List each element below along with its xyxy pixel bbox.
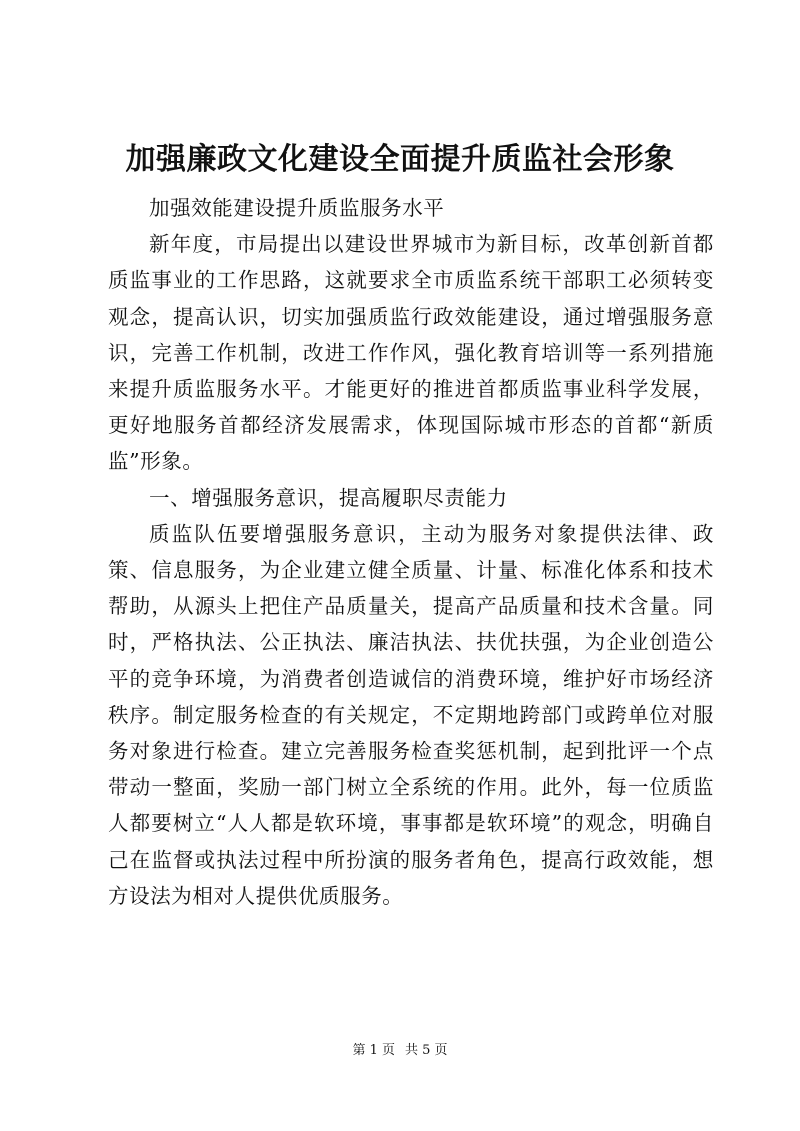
document-title: 加强廉政文化建设全面提升质监社会形象	[125, 142, 675, 177]
page-footer	[0, 1042, 800, 1060]
intro-paragraph: 新年度，市局提出以建设世界城市为新目标，改革创新首都质监事业的工作思路，这就要求全市质监系统干部职工必须转变观念，提高认识，切实加强质监行政效能建设，通过增强服务意识，完善工作机制，改进工作作风，强化教育培训等一系列措施来提升质监服务水平。才能更好的推进首都质监事业科学发展，更好地服务首都经济发展需求，体现国际城市形态的首都“新质监”形象。	[108, 232, 714, 474]
section-heading: 一、增强服务意识，提高履职尽责能力	[149, 485, 508, 510]
subtitle-paragraph: 加强效能建设提升质监服务水平	[149, 196, 445, 220]
page-total: 共 5 页	[405, 1043, 448, 1058]
page-number: 第 1 页	[352, 1043, 395, 1058]
document-body	[108, 190, 714, 914]
section-paragraph: 质监队伍要增强服务意识，主动为服务对象提供法律、政策、信息服务，为企业建立健全质量、计量、标准化体系和技术帮助，从源头上把住产品质量关，提高产品质量和技术含量。同时，严格执法、公正执法、廉洁执法、扶优扶强，为企业创造公平的竞争环境，为消费者创造诚信的消费环境，维护好市场经济秩序。制定服务检查的有关规定，不定期地跨部门或跨单位对服务对象进行检查。建立完善服务检查奖惩机制，起到批评一个点带动一整面，奖励一部门树立全系统的作用。此外，每一位质监人都要树立“人人都是软环境，事事都是软环境”的观念，明确自己在监督或执法过程中所扮演的服务者角色，提高行政效能，想方设法为相对人提供优质服务。	[108, 521, 714, 908]
